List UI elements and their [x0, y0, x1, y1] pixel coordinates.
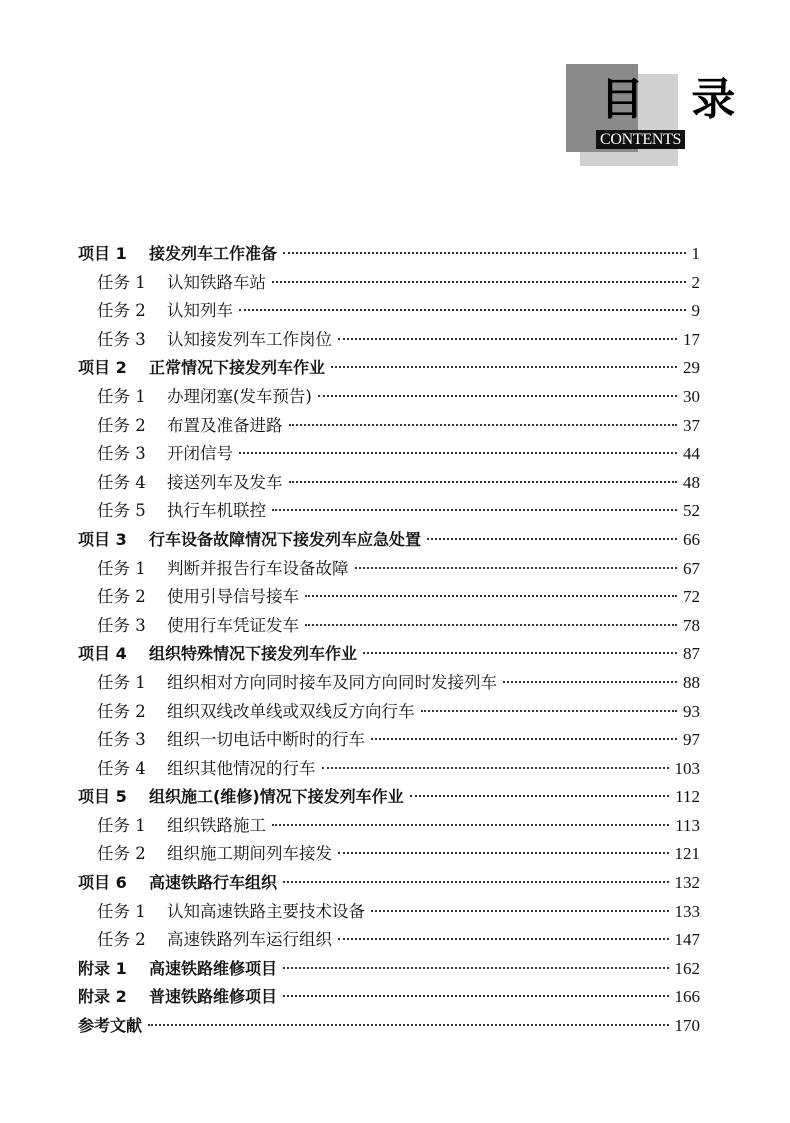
toc-leader-dots	[503, 681, 677, 683]
toc-leader-dots	[148, 1024, 668, 1026]
toc-entry-number: 项目 4	[78, 644, 127, 664]
toc-page-number: 166	[674, 987, 700, 1007]
toc-entry-number: 任务 2	[97, 415, 146, 435]
toc-page-number: 1	[691, 244, 700, 263]
toc-page-number: 17	[683, 329, 700, 349]
toc-entry-number: 任务 2	[97, 587, 146, 607]
toc-page-number: 29	[683, 358, 700, 378]
toc-leader-dots	[410, 795, 669, 797]
toc-entry-number: 任务 1	[97, 386, 146, 406]
toc-entry-title: 使用引导信号接车	[167, 587, 299, 607]
page-subtitle: CONTENTS	[596, 130, 685, 149]
toc-page-number: 37	[683, 415, 700, 435]
toc-entry-title: 使用行车凭证发车	[167, 615, 299, 635]
toc-page-number: 2	[691, 272, 700, 292]
toc-entry-task[interactable]	[78, 269, 700, 298]
table-of-contents	[78, 240, 700, 1041]
toc-entry-task[interactable]	[78, 669, 700, 698]
toc-entry-number: 项目 3	[78, 529, 127, 549]
toc-page-number: 72	[683, 587, 700, 607]
toc-entry-title: 组织相对方向同时接车及同方向同时发接列车	[167, 672, 497, 692]
toc-page-number: 97	[683, 730, 700, 750]
toc-leader-dots	[272, 509, 677, 511]
toc-entry-number: 附录 2	[78, 987, 127, 1007]
toc-entry-task[interactable]	[78, 297, 700, 326]
toc-leader-dots	[289, 424, 678, 426]
toc-entry-task[interactable]	[78, 412, 700, 441]
toc-entry-title: 判断并报告行车设备故障	[167, 558, 349, 578]
toc-entry-title: 组织其他情况的行车	[167, 758, 316, 778]
toc-leader-dots	[272, 824, 669, 826]
toc-entry-project[interactable]	[78, 955, 700, 984]
toc-leader-dots	[283, 881, 668, 883]
toc-leader-dots	[331, 366, 677, 368]
toc-leader-dots	[338, 338, 677, 340]
toc-entry-title: 组织施工期间列车接发	[167, 844, 332, 864]
toc-leader-dots	[283, 252, 685, 254]
toc-entry-number: 任务 4	[97, 758, 146, 778]
toc-entry-title: 认知列车	[167, 301, 233, 321]
toc-entry-number: 任务 2	[97, 844, 146, 864]
toc-entry-task[interactable]	[78, 583, 700, 612]
toc-entry-number: 项目 6	[78, 873, 127, 893]
toc-leader-dots	[322, 767, 669, 769]
toc-leader-dots	[371, 738, 677, 740]
toc-header	[566, 64, 752, 168]
toc-entry-project[interactable]	[78, 983, 700, 1012]
toc-entry-number: 任务 3	[97, 730, 146, 750]
toc-entry-task[interactable]	[78, 898, 700, 927]
page-title: 目 录	[600, 74, 752, 125]
toc-entry-title: 高速铁路行车组织	[149, 873, 278, 893]
toc-page-number: 162	[674, 958, 700, 978]
toc-leader-dots	[338, 852, 669, 854]
toc-leader-dots	[239, 452, 677, 454]
toc-page-number: 87	[683, 644, 700, 664]
toc-page-number: 88	[683, 672, 700, 692]
toc-entry-number: 任务 3	[97, 329, 146, 349]
toc-leader-dots	[239, 309, 686, 311]
toc-leader-dots	[283, 995, 668, 997]
toc-page-number: 52	[683, 501, 700, 521]
toc-page-number: 44	[683, 444, 700, 464]
toc-entry-task[interactable]	[78, 755, 700, 784]
toc-entry-number: 任务 1	[97, 672, 146, 692]
toc-page-number: 133	[674, 901, 700, 921]
toc-leader-dots	[318, 395, 677, 397]
toc-page-number: 170	[674, 1016, 700, 1036]
toc-entry-task[interactable]	[78, 812, 700, 841]
toc-page-number: 67	[683, 558, 700, 578]
toc-entry-title: 接发列车工作准备	[149, 244, 278, 263]
toc-entry-number: 附录 1	[78, 958, 127, 978]
toc-entry-title: 高速铁路维修项目	[149, 958, 278, 978]
toc-entry-project[interactable]	[78, 869, 700, 898]
toc-page-number: 93	[683, 701, 700, 721]
toc-page-number: 113	[675, 815, 700, 835]
toc-entry-number: 参考文献	[78, 1016, 143, 1036]
toc-page-number: 112	[675, 787, 700, 807]
toc-entry-project[interactable]	[78, 240, 700, 269]
toc-page-number: 66	[683, 529, 700, 549]
toc-entry-number: 任务 1	[97, 558, 146, 578]
toc-leader-dots	[427, 538, 677, 540]
toc-leader-dots	[283, 967, 668, 969]
toc-entry-project[interactable]	[78, 526, 700, 555]
toc-leader-dots	[363, 652, 677, 654]
toc-entry-number: 项目 5	[78, 787, 127, 807]
toc-entry-project[interactable]	[78, 1012, 700, 1041]
toc-entry-number: 项目 2	[78, 358, 127, 378]
toc-entry-title: 开闭信号	[167, 444, 233, 464]
toc-entry-title: 办理闭塞(发车预告)	[167, 386, 312, 406]
toc-entry-task[interactable]	[78, 698, 700, 727]
toc-entry-number: 任务 1	[97, 901, 146, 921]
toc-page-number: 121	[674, 844, 700, 864]
toc-entry-task[interactable]	[78, 726, 700, 755]
toc-entry-title: 接送列车及发车	[167, 472, 283, 492]
toc-entry-title: 组织特殊情况下接发列车作业	[149, 644, 358, 664]
toc-entry-task[interactable]	[78, 469, 700, 498]
toc-entry-task[interactable]	[78, 612, 700, 641]
toc-entry-task[interactable]	[78, 383, 700, 412]
toc-page-number: 30	[683, 386, 700, 406]
toc-page-number: 132	[674, 873, 700, 893]
toc-entry-title: 行车设备故障情况下接发列车应急处置	[149, 529, 422, 549]
toc-leader-dots	[272, 281, 686, 283]
toc-leader-dots	[355, 567, 678, 569]
toc-entry-project[interactable]	[78, 783, 700, 812]
toc-entry-title: 组织施工(维修)情况下接发列车作业	[149, 787, 404, 807]
toc-leader-dots	[421, 710, 678, 712]
toc-entry-number: 任务 4	[97, 472, 146, 492]
toc-entry-title: 普速铁路维修项目	[149, 987, 278, 1007]
toc-entry-title: 认知铁路车站	[167, 272, 266, 292]
toc-entry-number: 任务 3	[97, 444, 146, 464]
toc-entry-title: 认知高速铁路主要技术设备	[167, 901, 365, 921]
toc-entry-task[interactable]	[78, 926, 700, 955]
toc-page-number: 48	[683, 472, 700, 492]
toc-leader-dots	[371, 910, 669, 912]
toc-page-number: 9	[691, 301, 700, 321]
toc-entry-task[interactable]	[78, 440, 700, 469]
toc-entry-number: 任务 2	[97, 930, 146, 950]
toc-leader-dots	[305, 595, 677, 597]
toc-entry-number: 任务 2	[97, 701, 146, 721]
toc-entry-title: 执行车机联控	[167, 501, 266, 521]
toc-entry-project[interactable]	[78, 640, 700, 669]
toc-entry-number: 任务 5	[97, 501, 146, 521]
toc-entry-title: 组织铁路施工	[167, 815, 266, 835]
toc-entry-number: 任务 3	[97, 615, 146, 635]
toc-entry-number: 项目 1	[78, 244, 127, 263]
toc-leader-dots	[305, 624, 677, 626]
toc-entry-number: 任务 2	[97, 301, 146, 321]
toc-leader-dots	[338, 938, 669, 940]
toc-entry-number: 任务 1	[97, 815, 146, 835]
toc-entry-project[interactable]	[78, 354, 700, 383]
toc-entry-title: 认知接发列车工作岗位	[167, 329, 332, 349]
toc-page-number: 78	[683, 615, 700, 635]
toc-entry-title: 正常情况下接发列车作业	[149, 358, 326, 378]
toc-entry-title: 布置及准备进路	[167, 415, 283, 435]
toc-page-number: 103	[674, 758, 700, 778]
toc-entry-title: 高速铁路列车运行组织	[167, 930, 332, 950]
toc-entry-title: 组织一切电话中断时的行车	[167, 730, 365, 750]
toc-page-number: 147	[674, 930, 700, 950]
toc-entry-task[interactable]	[78, 497, 700, 526]
toc-entry-task[interactable]	[78, 326, 700, 355]
toc-entry-task[interactable]	[78, 840, 700, 869]
toc-entry-task[interactable]	[78, 555, 700, 584]
toc-leader-dots	[289, 481, 678, 483]
toc-entry-title: 组织双线改单线或双线反方向行车	[167, 701, 415, 721]
toc-entry-number: 任务 1	[97, 272, 146, 292]
